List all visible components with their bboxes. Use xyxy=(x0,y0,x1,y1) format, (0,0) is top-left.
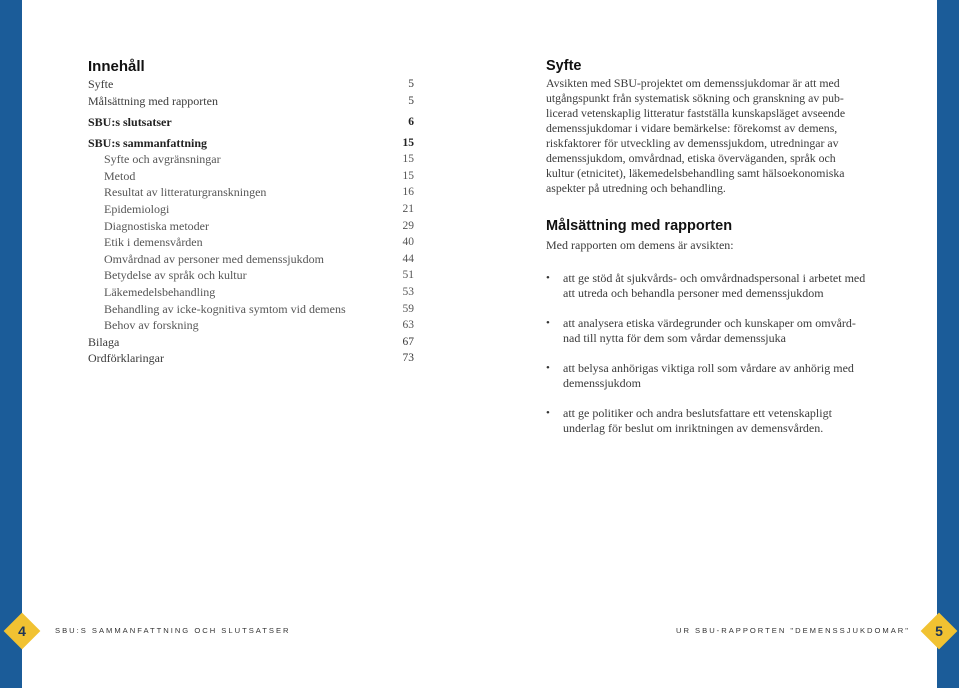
toc-entry-label: Betydelse av språk och kultur xyxy=(104,268,247,283)
toc-entry-label: Resultat av litteraturgranskningen xyxy=(104,185,267,200)
toc-entry-label: Epidemiologi xyxy=(104,201,170,216)
toc-entry-page: 6 xyxy=(408,115,414,128)
right-column xyxy=(546,58,878,451)
toc-entry-label: Ordförklaringar xyxy=(88,351,164,366)
toc-entry-label: Syfte och avgränsningar xyxy=(104,152,221,167)
toc-title: Innehåll xyxy=(88,58,145,75)
list-item-line: att ge politiker och andra beslutsfattare ett vetenskapligt xyxy=(563,406,832,420)
malsattning-intro: Med rapporten om demens är avsikten: xyxy=(546,238,734,252)
toc-entry xyxy=(88,317,414,334)
left-edge-bar xyxy=(0,0,22,688)
left-page-number: 4 xyxy=(18,623,26,639)
syfte-line: kultur (etnicitet), läkemedelsbehandling samt hälsoekonomiska xyxy=(546,166,845,180)
toc-entry xyxy=(88,267,414,284)
toc-entry xyxy=(88,151,414,168)
list-item xyxy=(546,271,878,301)
toc-entry-page: 5 xyxy=(408,94,414,107)
syfte-line: licerad vetenskaplig litteratur fastställa kunskapsläget avseende xyxy=(546,106,846,120)
toc-entry-label: Diagnostiska metoder xyxy=(104,218,209,233)
right-footer-text: UR SBU-RAPPORTEN "DEMENSSJUKDOMAR" xyxy=(675,626,910,635)
bullet-icon: • xyxy=(546,272,550,284)
toc-entry-page: 5 xyxy=(408,78,414,90)
toc-entry xyxy=(88,76,414,93)
list-item-line: underlag för beslut om inriktningen av demensvården. xyxy=(563,421,824,436)
toc-entry xyxy=(88,201,414,218)
toc-entry-page: 40 xyxy=(402,236,414,249)
toc-entry xyxy=(88,135,414,152)
toc-entry-page: 15 xyxy=(402,136,414,149)
right-page-number-badge xyxy=(920,612,958,650)
syfte-line: Avsikten med SBU-projektet om demenssjukdomar är att med xyxy=(546,76,840,90)
list-item xyxy=(546,316,878,346)
list-item-line: demenssjukdom xyxy=(563,376,641,391)
syfte-line: utgångspunkt från systematisk sökning och granskning av pub- xyxy=(546,91,844,105)
toc-entry-label: Syfte xyxy=(88,77,114,91)
list-item xyxy=(546,361,878,391)
syfte-paragraph xyxy=(546,76,878,196)
toc-entry-page: 67 xyxy=(402,335,414,348)
toc-entry xyxy=(88,184,414,201)
left-footer-text: SBU:S SAMMANFATTNING OCH SLUTSATSER xyxy=(55,626,291,635)
syfte-line: demenssjukdomar i vidare bemärkelse: förekomst av demens, xyxy=(546,121,838,135)
toc-entry-label: Etik i demensvården xyxy=(104,235,203,250)
right-page-number: 5 xyxy=(935,623,943,639)
malsattning-list xyxy=(546,271,878,436)
toc-entry-label: Omvårdnad av personer med demenssjukdom xyxy=(104,251,324,266)
toc-entry-page: 53 xyxy=(402,285,414,298)
toc-entry xyxy=(88,334,414,351)
left-page-number-badge xyxy=(3,612,41,650)
toc-entry-label: Bilaga xyxy=(88,334,120,349)
toc-entry-label: Behov av forskning xyxy=(104,318,199,333)
bullet-icon: • xyxy=(546,362,550,374)
toc-entry-label: Behandling av icke-kognitiva symtom vid demens xyxy=(104,301,346,316)
bullet-icon: • xyxy=(546,317,550,329)
toc-entry xyxy=(88,301,414,318)
toc-entry-label: SBU:s sammanfattning xyxy=(88,135,208,150)
toc-entry-page: 51 xyxy=(402,269,414,282)
toc-entry-page: 29 xyxy=(402,219,414,232)
toc-entry-label: Metod xyxy=(104,168,136,183)
toc-entry-page: 16 xyxy=(402,186,414,199)
toc-entry xyxy=(88,350,414,367)
toc-entry-label: SBU:s slutsatser xyxy=(88,114,172,129)
toc-entry-label: Läkemedelsbehandling xyxy=(104,284,216,299)
table-of-contents xyxy=(88,58,414,367)
syfte-line: demenssjukdom, omvårdnad, etiska överväganden, språk och xyxy=(546,151,836,165)
syfte-heading: Syfte xyxy=(546,58,582,74)
toc-entry-page: 59 xyxy=(402,302,414,315)
list-item-line: nad till nytta för dem som vårdar demenssjuka xyxy=(563,331,786,346)
toc-list xyxy=(88,76,414,367)
toc-entry xyxy=(88,284,414,301)
list-item-line: att utreda och behandla personer med demenssjukdom xyxy=(563,286,824,301)
toc-entry xyxy=(88,218,414,235)
toc-entry xyxy=(88,251,414,268)
toc-entry xyxy=(88,114,414,131)
malsattning-heading: Målsättning med rapporten xyxy=(546,218,733,234)
toc-entry-page: 73 xyxy=(402,352,414,365)
syfte-line: riskfaktorer för utveckling av demenssjukdom, utredningar av xyxy=(546,136,839,150)
list-item-line: att ge stöd åt sjukvårds- och omvårdnadspersonal i arbetet med xyxy=(563,271,866,285)
toc-entry-page: 21 xyxy=(402,202,414,215)
toc-entry-page: 15 xyxy=(402,153,414,166)
toc-entry xyxy=(88,168,414,185)
toc-entry xyxy=(88,234,414,251)
syfte-line: aspekter på utredning och behandling. xyxy=(546,181,726,195)
toc-entry-label: Målsättning med rapporten xyxy=(88,93,218,108)
toc-entry xyxy=(88,93,414,110)
bullet-icon: • xyxy=(546,407,550,419)
list-item xyxy=(546,406,878,436)
right-edge-bar xyxy=(937,0,959,688)
toc-entry-page: 15 xyxy=(402,169,414,182)
toc-entry-page: 63 xyxy=(402,319,414,332)
list-item-line: att analysera etiska värdegrunder och kunskaper om omvård- xyxy=(563,316,856,330)
toc-entry-page: 44 xyxy=(402,252,414,265)
list-item-line: att belysa anhörigas viktiga roll som vårdare av anhörig med xyxy=(563,361,854,375)
